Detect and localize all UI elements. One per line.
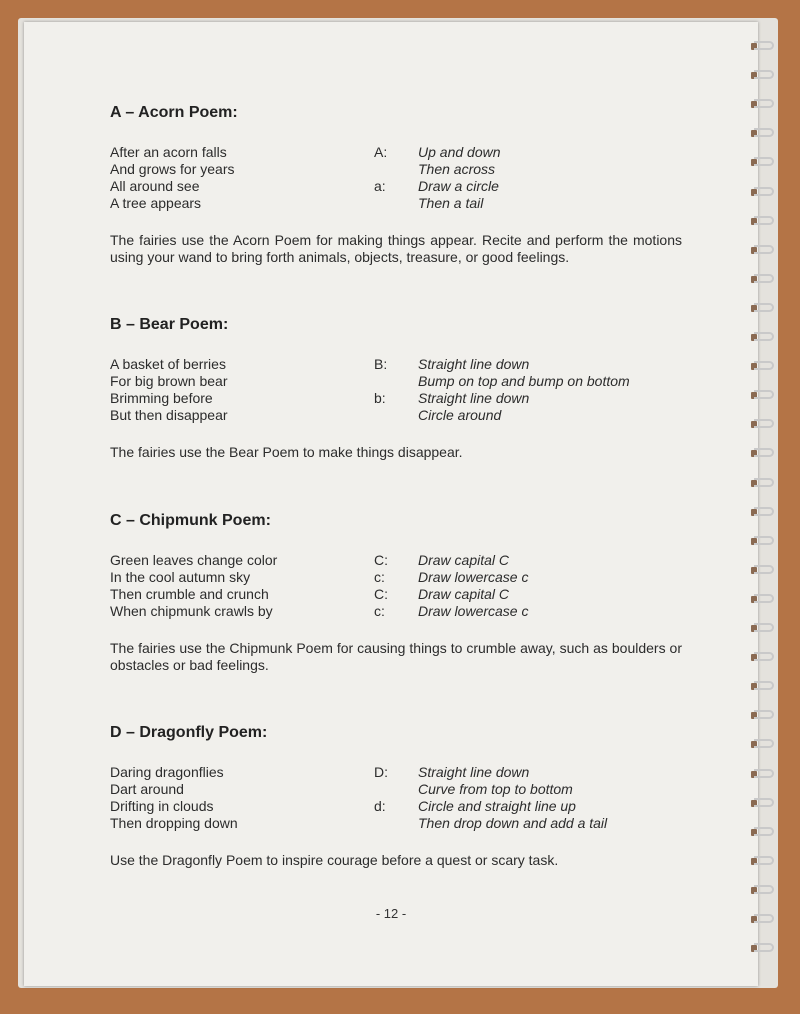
spiral-coil xyxy=(748,477,776,489)
motion-instruction: Draw lowercase c xyxy=(418,569,529,585)
poem-row xyxy=(110,144,690,161)
motion-instruction: Draw capital C xyxy=(418,586,510,602)
spiral-coil xyxy=(748,40,776,52)
motion-instruction: Draw a circle xyxy=(418,178,499,194)
motion-instruction: Up and down xyxy=(418,144,501,160)
section-heading: C – Chipmunk Poem: xyxy=(110,512,271,529)
spiral-coil xyxy=(748,389,776,401)
spiral-coil xyxy=(748,738,776,750)
section-acorn-poem xyxy=(110,102,690,266)
spiral-coil xyxy=(748,506,776,518)
document-page xyxy=(24,22,758,986)
spiral-coil xyxy=(748,709,776,721)
poem-line: Drifting in clouds xyxy=(110,798,214,814)
poem-line: For big brown bear xyxy=(110,373,228,389)
spiral-coil xyxy=(748,186,776,198)
motion-instruction: Circle around xyxy=(418,407,502,423)
poem-row xyxy=(110,161,690,178)
poem-line: Brimming before xyxy=(110,390,213,406)
section-heading: A – Acorn Poem: xyxy=(110,104,238,121)
spiral-coil xyxy=(748,622,776,634)
letter-label: a: xyxy=(374,178,386,194)
poem-table xyxy=(110,356,690,424)
poem-row xyxy=(110,356,690,373)
spiral-coil xyxy=(748,768,776,780)
page-number: - 12 - xyxy=(375,906,407,921)
poem-line: Green leaves change color xyxy=(110,552,278,568)
poem-table xyxy=(110,764,690,832)
spiral-binding xyxy=(748,40,778,975)
letter-label: c: xyxy=(374,603,385,619)
spiral-coil xyxy=(748,360,776,372)
section-description: The fairies use the Acorn Poem for making things appear. Recite and perform the motions using your wand to bring forth animals, objects, treasure, or good feelings. xyxy=(110,232,682,265)
letter-label: c: xyxy=(374,569,385,585)
motion-instruction: Then drop down and add a tail xyxy=(418,815,608,831)
section-chipmunk-poem xyxy=(110,510,690,674)
spiral-coil xyxy=(748,651,776,663)
poem-row xyxy=(110,781,690,798)
section-heading: D – Dragonfly Poem: xyxy=(110,724,268,741)
spiral-coil xyxy=(748,302,776,314)
motion-instruction: Straight line down xyxy=(418,390,530,406)
poem-line: A basket of berries xyxy=(110,356,226,372)
motion-instruction: Draw capital C xyxy=(418,552,510,568)
poem-row xyxy=(110,798,690,815)
spiral-coil xyxy=(748,98,776,110)
spiral-coil xyxy=(748,331,776,343)
spiral-coil xyxy=(748,593,776,605)
poem-row xyxy=(110,407,690,424)
section-heading: B – Bear Poem: xyxy=(110,316,229,333)
poem-line: Then dropping down xyxy=(110,815,238,831)
poem-row xyxy=(110,390,690,407)
poem-line: Then crumble and crunch xyxy=(110,586,269,602)
letter-label: A: xyxy=(374,144,388,160)
section-dragonfly-poem xyxy=(110,722,690,869)
spiral-coil xyxy=(748,680,776,692)
spiral-coil xyxy=(748,535,776,547)
poem-line: All around see xyxy=(110,178,200,194)
section-description: The fairies use the Bear Poem to make things disappear. xyxy=(110,444,463,460)
section-bear-poem xyxy=(110,314,690,461)
motion-instruction: Then across xyxy=(418,161,496,177)
letter-label: d: xyxy=(374,798,386,814)
poem-row xyxy=(110,815,690,832)
poem-row xyxy=(110,178,690,195)
poem-row xyxy=(110,552,690,569)
motion-instruction: Bump on top and bump on bottom xyxy=(418,373,630,389)
spiral-coil xyxy=(748,156,776,168)
spiral-coil xyxy=(748,855,776,867)
poem-line: Daring dragonflies xyxy=(110,764,224,780)
poem-table xyxy=(110,552,690,620)
poem-row xyxy=(110,569,690,586)
spiral-coil xyxy=(748,913,776,925)
spiral-coil xyxy=(748,127,776,139)
spiral-coil xyxy=(748,826,776,838)
spiral-coil xyxy=(748,884,776,896)
poem-line: And grows for years xyxy=(110,161,235,177)
letter-label: B: xyxy=(374,356,388,372)
motion-instruction: Circle and straight line up xyxy=(418,798,576,814)
letter-label: C: xyxy=(374,586,388,602)
poem-row xyxy=(110,373,690,390)
spiral-coil xyxy=(748,797,776,809)
spiral-coil xyxy=(748,564,776,576)
poem-line: But then disappear xyxy=(110,407,228,423)
poem-row xyxy=(110,586,690,603)
spiral-coil xyxy=(748,447,776,459)
poem-line: When chipmunk crawls by xyxy=(110,603,273,619)
motion-instruction: Draw lowercase c xyxy=(418,603,529,619)
spiral-coil xyxy=(748,418,776,430)
poem-line: After an acorn falls xyxy=(110,144,227,160)
section-description: Use the Dragonfly Poem to inspire courage before a quest or scary task. xyxy=(110,852,559,868)
poem-line: In the cool autumn sky xyxy=(110,569,251,585)
spiral-coil xyxy=(748,244,776,256)
poem-line: Dart around xyxy=(110,781,184,797)
section-description: The fairies use the Chipmunk Poem for causing things to crumble away, such as boulders or obstacles or bad feelings. xyxy=(110,640,682,673)
motion-instruction: Curve from top to bottom xyxy=(418,781,573,797)
motion-instruction: Straight line down xyxy=(418,764,530,780)
poem-row xyxy=(110,603,690,620)
motion-instruction: Then a tail xyxy=(418,195,484,211)
spiral-coil xyxy=(748,215,776,227)
letter-label: C: xyxy=(374,552,388,568)
poem-row xyxy=(110,764,690,781)
poem-line: A tree appears xyxy=(110,195,202,211)
spiral-coil xyxy=(748,273,776,285)
poem-row xyxy=(110,195,690,212)
letter-label: D: xyxy=(374,764,388,780)
letter-label: b: xyxy=(374,390,386,406)
spiral-coil xyxy=(748,69,776,81)
poem-table xyxy=(110,144,690,212)
motion-instruction: Straight line down xyxy=(418,356,530,372)
spiral-coil xyxy=(748,942,776,954)
